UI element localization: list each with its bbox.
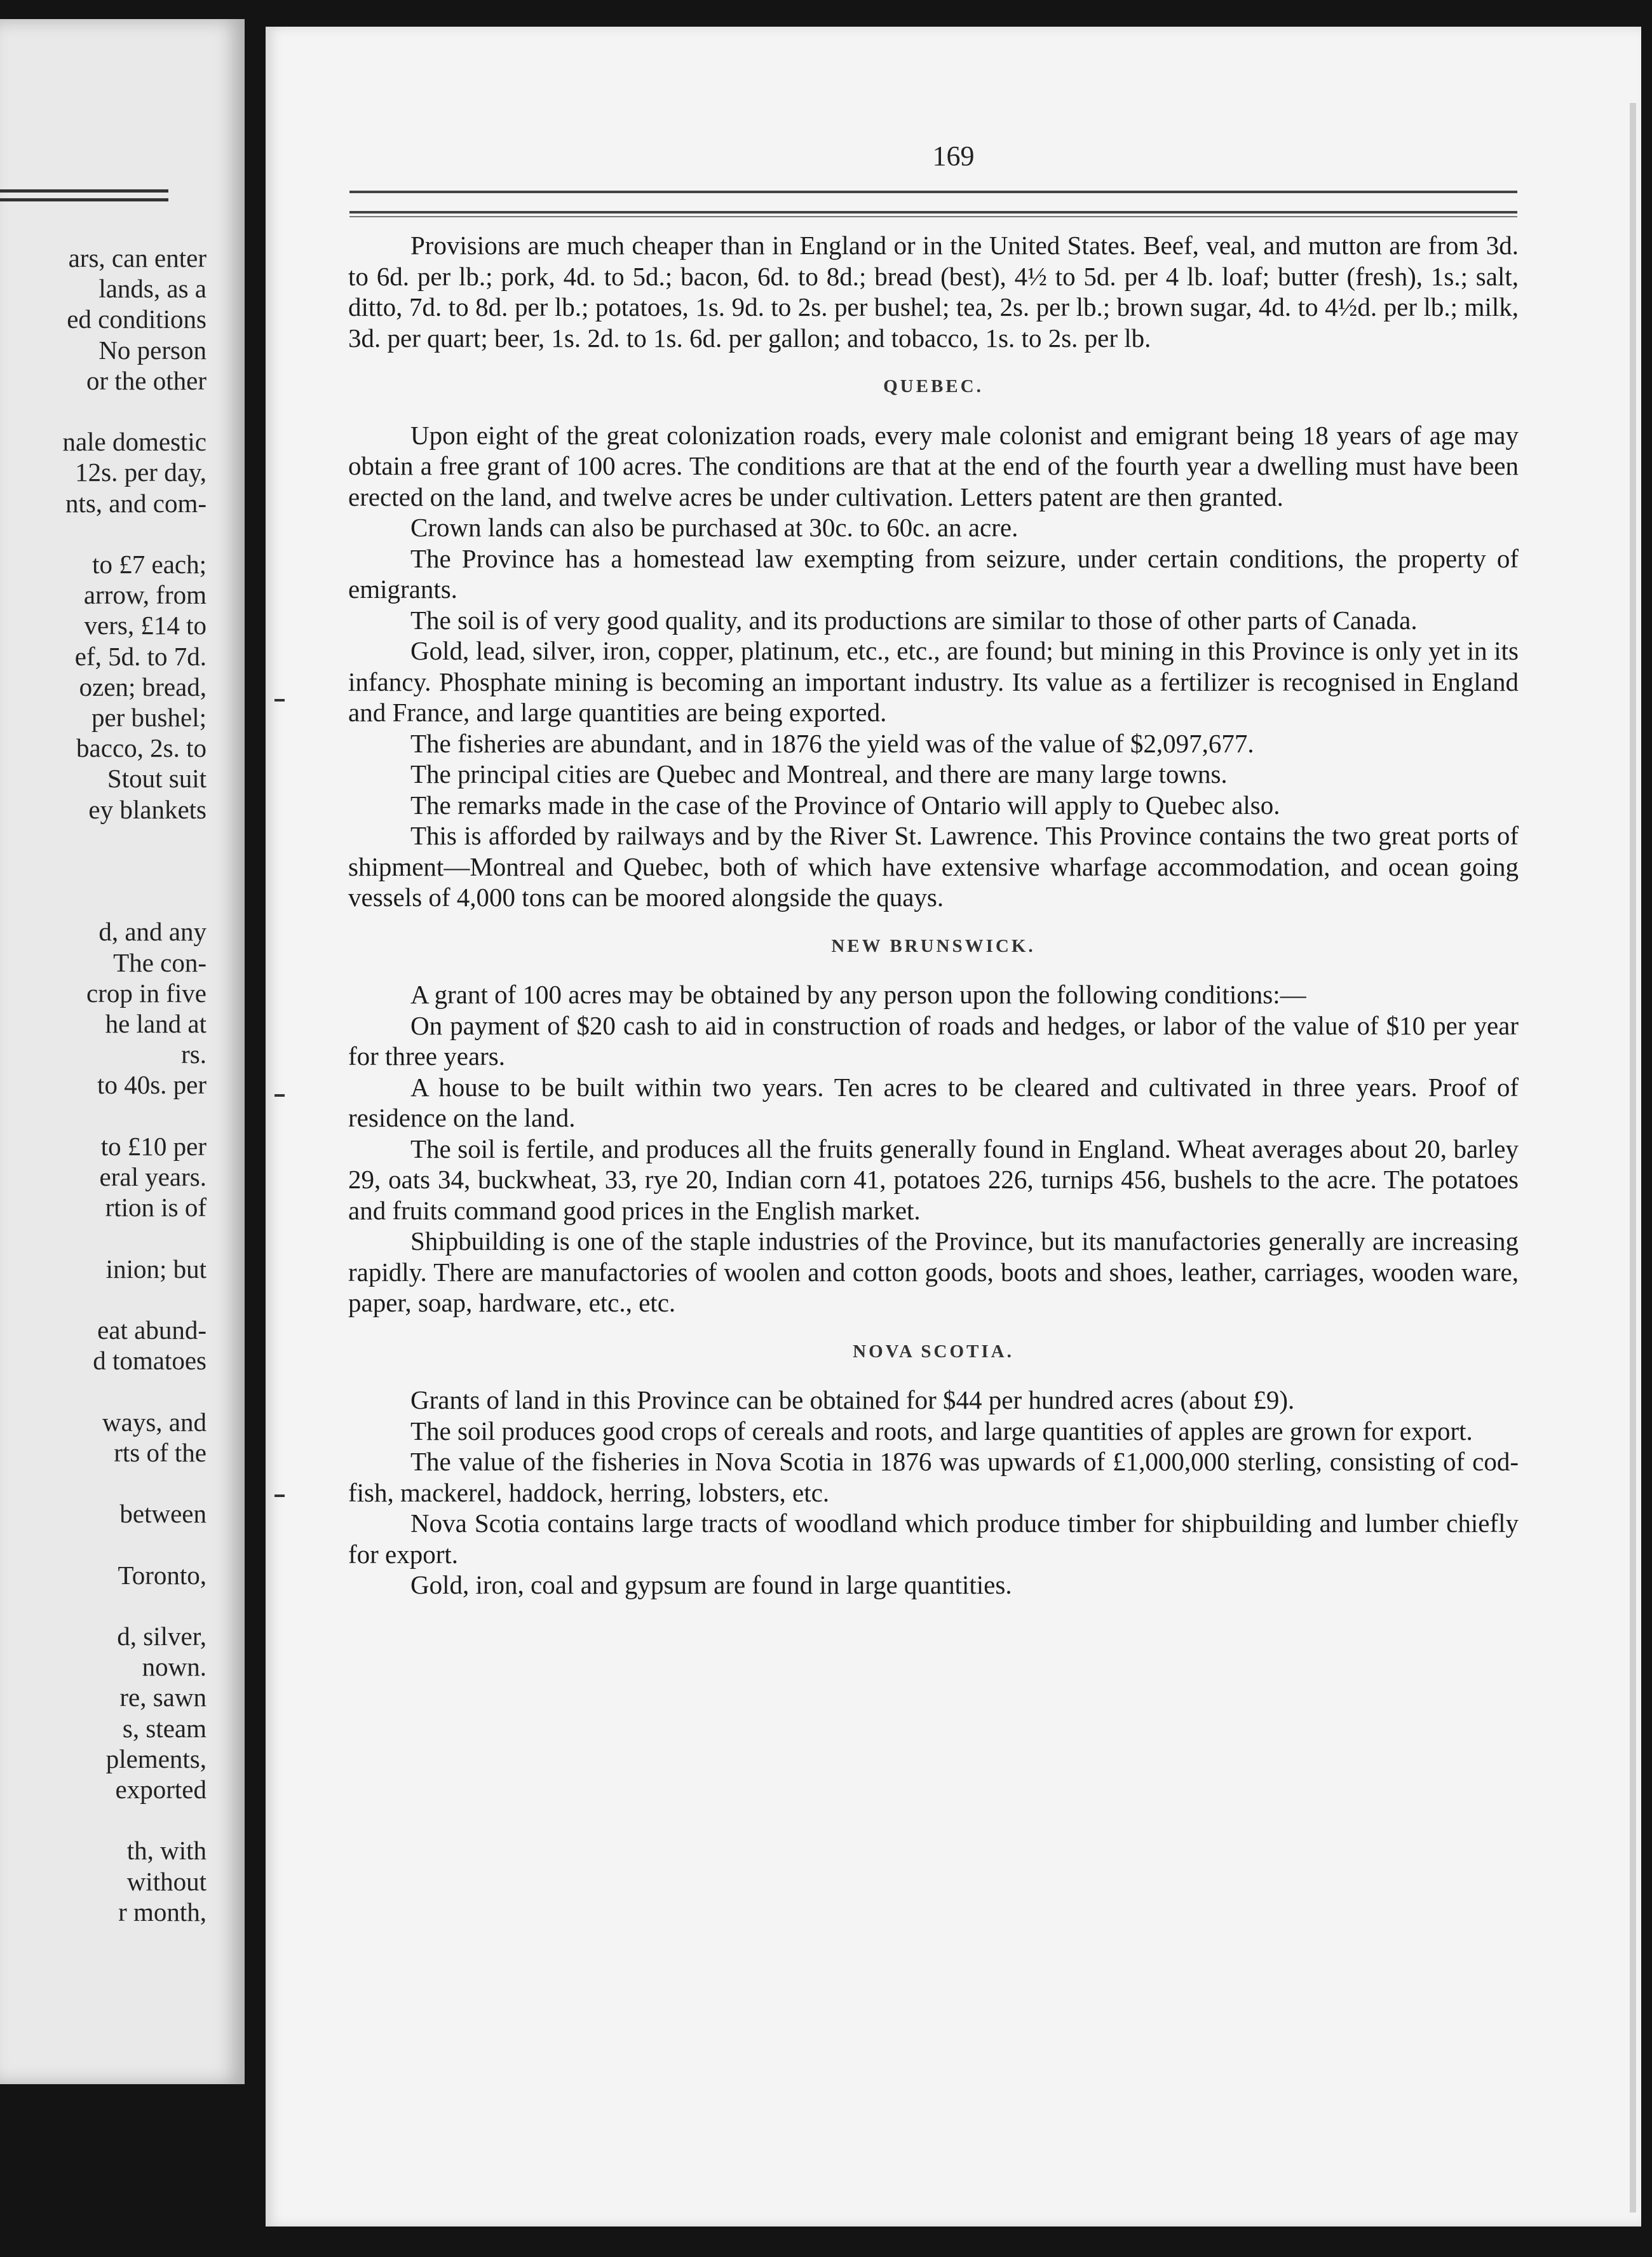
left-page-line: re, sawn [119,1683,207,1712]
paragraph: Gold, iron, coal and gypsum are found in large quantities. [410,1570,1012,1599]
left-page-line: rs. [181,1040,207,1069]
paragraph: The principal cities are Quebec and Montreal, and there are many large towns. [410,759,1228,789]
page-edge [1630,103,1636,2213]
left-page-line: exported [115,1775,207,1804]
left-page-line: Toronto, [118,1560,207,1590]
paragraph: The soil is of very good quality, and its productions are similar to those of other parts of Canada. [410,605,1418,635]
left-page-line: ars, can enter [68,243,207,273]
left-page-line: d, silver, [117,1622,207,1651]
intro-paragraph: Provisions are much cheaper than in England or in the United States. Beef, veal, and mutton are from 3d. to 6d. per lb.; pork, 4d. to 5d.; bacon, 6d. to 8d.; bread (best), 4½ to 5d. per 4 lb. loaf; butter (fresh), 1s.; salt, ditto, 7d. to 8d. per lb.; potatoes, 1s. 9d. to 2s. per bushel; tea, 2s. per lb.; brown sugar, 4d. to 4½d. per lb.; milk, 3d. per quart; beer, 1s. 2d. to 1s. 6d. per gallon; and tobacco, 1s. to 2s. per lb. [348,231,1519,353]
left-page-line: rtion is of [105,1193,207,1223]
left-page-line: th, with [126,1836,207,1866]
margin-mark [274,1094,285,1097]
left-page-rule [0,198,168,201]
left-page-line: bacco, 2s. to [76,733,207,763]
left-page-line: between [119,1499,207,1529]
paragraph: The remarks made in the case of the Province of Ontario will apply to Quebec also. [410,790,1280,820]
paragraph: Gold, lead, silver, iron, copper, platinum, etc., etc., are found; but mining in this Province is only yet in its infancy. Phosphate mining is becoming an important industry. Its value as a fertilizer is recognised in England and France, and large quantities are being exported. [348,636,1519,727]
left-page-line: per bushel; [91,703,207,732]
margin-mark [274,1494,285,1497]
quebec-section [348,420,1519,913]
header-rule [349,211,1517,214]
left-page-line: to £7 each; [92,550,207,579]
left-page-line: rts of the [114,1437,207,1467]
paragraph: The value of the fisheries in Nova Scotia in 1876 was upwards of £1,000,000 sterling, consisting of cod-fish, mackerel, haddock, herring, lobsters, etc. [348,1447,1519,1507]
left-page-line: inion; but [105,1254,207,1284]
left-page-line: r month, [118,1897,207,1927]
paragraph: On payment of $20 cash to aid in construction of roads and hedges, or labor of the value of $10 per year for three years. [348,1010,1519,1071]
left-page-line: Stout suit [107,764,207,794]
paragraph: Grants of land in this Province can be obtained for $44 per hundred acres (about £9). [410,1385,1295,1414]
paragraph: The soil is fertile, and produces all the fruits generally found in England. Wheat averages about 20, barley 29, oats 34, buckwheat, 33, rye 20, Indian corn 41, potatoes 226, turnips 456, bushels to the acre. The potatoes and fruits command good prices in the English market. [348,1134,1519,1225]
left-page-line: ozen; bread, [79,672,207,702]
paragraph: The Province has a homestead law exempting from seizure, under certain conditions, the property of emigrants. [348,543,1519,604]
left-page-line: s, steam [122,1713,207,1743]
left-page-rule [0,189,168,193]
header-rule [349,216,1517,217]
left-page-line: arrow, from [83,580,207,610]
left-page-line: d, and any [98,917,207,947]
left-page-line: crop in five [86,978,207,1008]
section-heading-nova-scotia: NOVA SCOTIA. [853,1341,1014,1362]
left-page-line: ed conditions [67,304,207,334]
left-page-line: nale domestic [62,427,207,457]
paragraph: Shipbuilding is one of the staple industries of the Province, but its manufactories generally are increasing rapidly. There are manufactories of woolen and cotton goods, boots and shoes, leather, carriages, wooden ware, paper, soap, hardware, etc., etc. [348,1226,1519,1317]
left-page-line: nown. [142,1652,207,1682]
new-brunswick-section [348,979,1519,1318]
left-page-line: vers, £14 to [84,611,207,640]
left-page-line: ways, and [102,1407,207,1437]
header-rule [349,191,1517,193]
page [266,27,1641,2226]
paragraph: A grant of 100 acres may be obtained by any person upon the following conditions:— [410,980,1306,1009]
left-page-line: ef, 5d. to 7d. [74,641,207,671]
paragraph: Upon eight of the great colonization roads, every male colonist and emigrant being 18 years of age may obtain a free grant of 100 acres. The conditions are that at the end of the fourth year a dwelling must have been erected on the land, and twelve acres be under cultivation. Letters patent are then granted. [348,420,1519,512]
paragraph: Crown lands can also be purchased at 30c. to 60c. an acre. [410,513,1019,542]
section-heading-new-brunswick: NEW BRUNSWICK. [831,935,1036,956]
margin-mark [274,699,285,702]
page-number: 169 [932,140,975,172]
left-page-line: he land at [105,1009,207,1038]
paragraph: This is afforded by railways and by the River St. Lawrence. This Province contains the two great ports of shipment—Montreal and Quebec, both of which have extensive wharfage accommodation, and ocean going vessels of 4,000 tons can be moored alongside the quays. [348,821,1519,912]
paragraph: The fisheries are abundant, and in 1876 the yield was of the value of $2,097,677. [410,728,1254,758]
left-page-line: nts, and com- [65,488,207,518]
left-page-line: No person [98,335,207,365]
left-facing-page [0,19,245,2084]
left-page-line: to £10 per [100,1131,207,1161]
left-page-line: eral years. [99,1162,207,1191]
left-page-line: plements, [105,1744,207,1773]
left-page-line: 12s. per day, [75,458,207,487]
left-page-line: to 40s. per [97,1070,207,1100]
left-page-line: without [126,1866,207,1896]
left-page-line: The con- [113,947,207,977]
left-page-line: eat abund- [97,1315,207,1345]
section-heading-quebec: QUEBEC. [883,376,984,396]
paragraph: A house to be built within two years. Ten acres to be cleared and cultivated in three years. Proof of residence on the land. [348,1072,1519,1132]
left-page-line: or the other [86,365,207,395]
left-page-line: ey blankets [88,794,207,824]
left-page-line: lands, as a [98,274,207,304]
page-body [348,230,1519,1601]
nova-scotia-section [348,1385,1519,1601]
left-page-line: d tomatoes [93,1346,207,1376]
paragraph: Nova Scotia contains large tracts of woodland which produce timber for shipbuilding and lumber chiefly for export. [348,1508,1519,1569]
paragraph: The soil produces good crops of cereals and roots, and large quantities of apples are grown for export. [410,1416,1473,1446]
